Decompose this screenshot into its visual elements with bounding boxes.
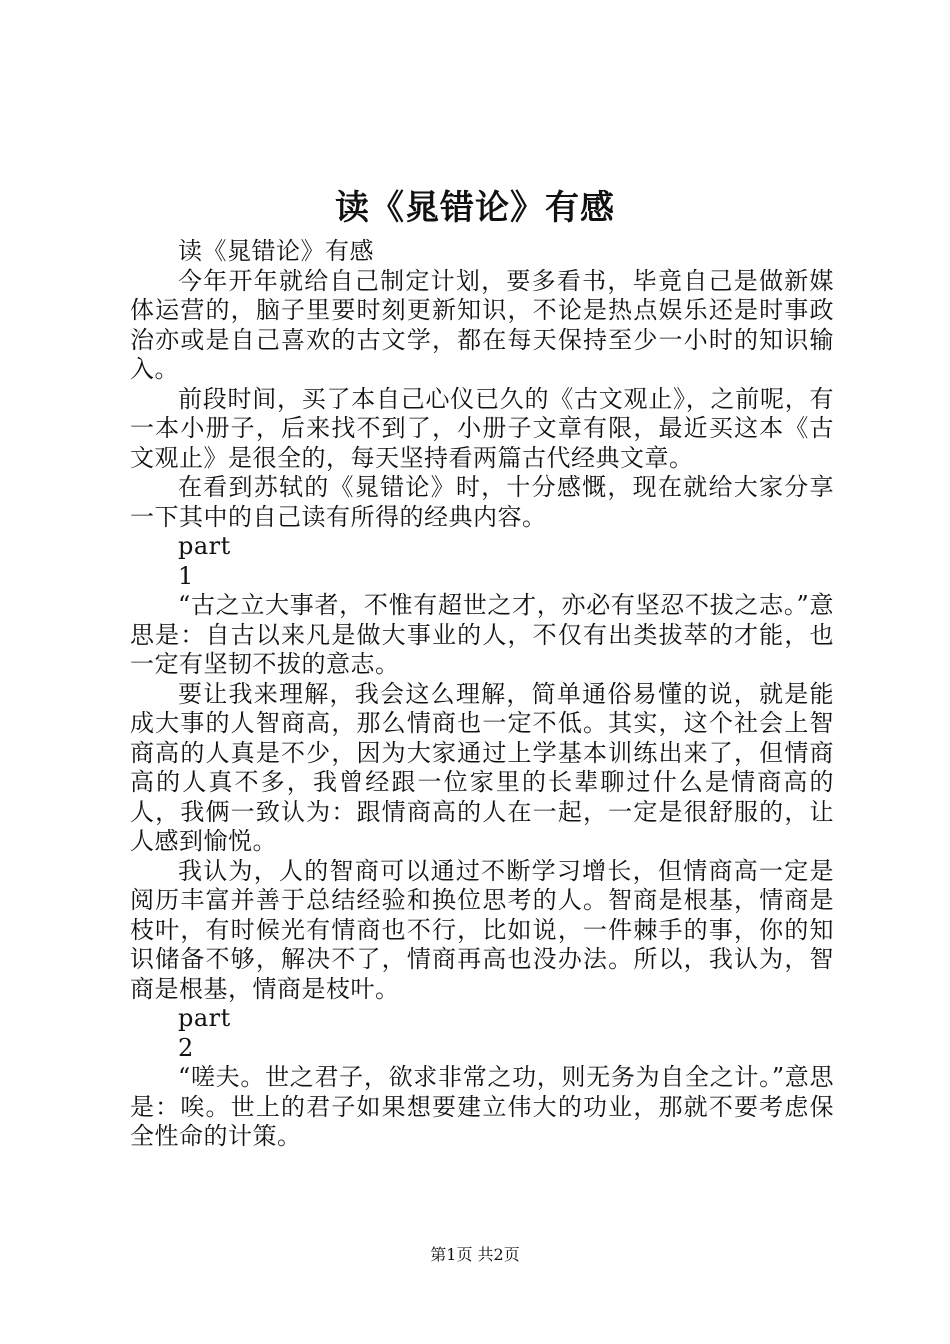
paragraph: 今年开年就给自己制定计划，要多看书，毕竟自己是做新媒体运营的，脑子里要时刻更新知识，不论是热点娱乐还是时事政治亦或是自己喜欢的古文学，都在每天保持至少一小时的知识输入。 [130, 266, 834, 383]
paragraph: “古之立大事者，不惟有超世之才，亦必有坚忍不拔之志。”意思是：自古以来凡是做大事业的人，不仅有出类拔萃的才能，也一定有坚韧不拔的意志。 [130, 591, 834, 678]
paragraph: 要让我来理解，我会这么理解，简单通俗易懂的说，就是能成大事的人智商高，那么情商也一定不低。其实，这个社会上智商高的人真是不少，因为大家通过上学基本训练出来了，但情商高的人真不多，我曾经跟一位家里的长辈聊过什么是情商高的人，我俩一致认为：跟情商高的人在一起，一定是很舒服的，让人感到愉悦。 [130, 679, 834, 855]
section-marker: part [178, 532, 231, 560]
section-marker: part [178, 1004, 231, 1032]
paragraph: 前段时间，买了本自己心仪已久的《古文观止》，之前呢，有一本小册子，后来找不到了，小册子文章有限，最近买这本《古文观止》是很全的，每天坚持看两篇古代经典文章。 [130, 384, 834, 472]
section-number: 2 [178, 1033, 194, 1062]
paragraph-subtitle: 读《晁错论》有感 [178, 237, 374, 265]
paragraph: 在看到苏轼的《晁错论》时，十分感慨，现在就给大家分享一下其中的自己读有所得的经典内容。 [130, 473, 834, 531]
paragraph: “嗟夫。世之君子，欲求非常之功，则无务为自全之计。”意思是：唉。世上的君子如果想要建立伟大的功业，那就不要考虑保全性命的计策。 [130, 1063, 834, 1150]
document-body [130, 237, 834, 1152]
page-title: 读《晁错论》有感 [335, 188, 615, 228]
section-number: 1 [178, 561, 194, 590]
page-footer: 第1页 共2页 [430, 1245, 520, 1264]
paragraph: 我认为，人的智商可以通过不断学习增长，但情商高一定是阅历丰富并善于总结经验和换位思考的人。智商是根基，情商是枝叶，有时候光有情商也不行，比如说，一件棘手的事，你的知识储备不够，解决不了，情商再高也没办法。所以，我认为，智商是根基，情商是枝叶。 [130, 856, 834, 1003]
